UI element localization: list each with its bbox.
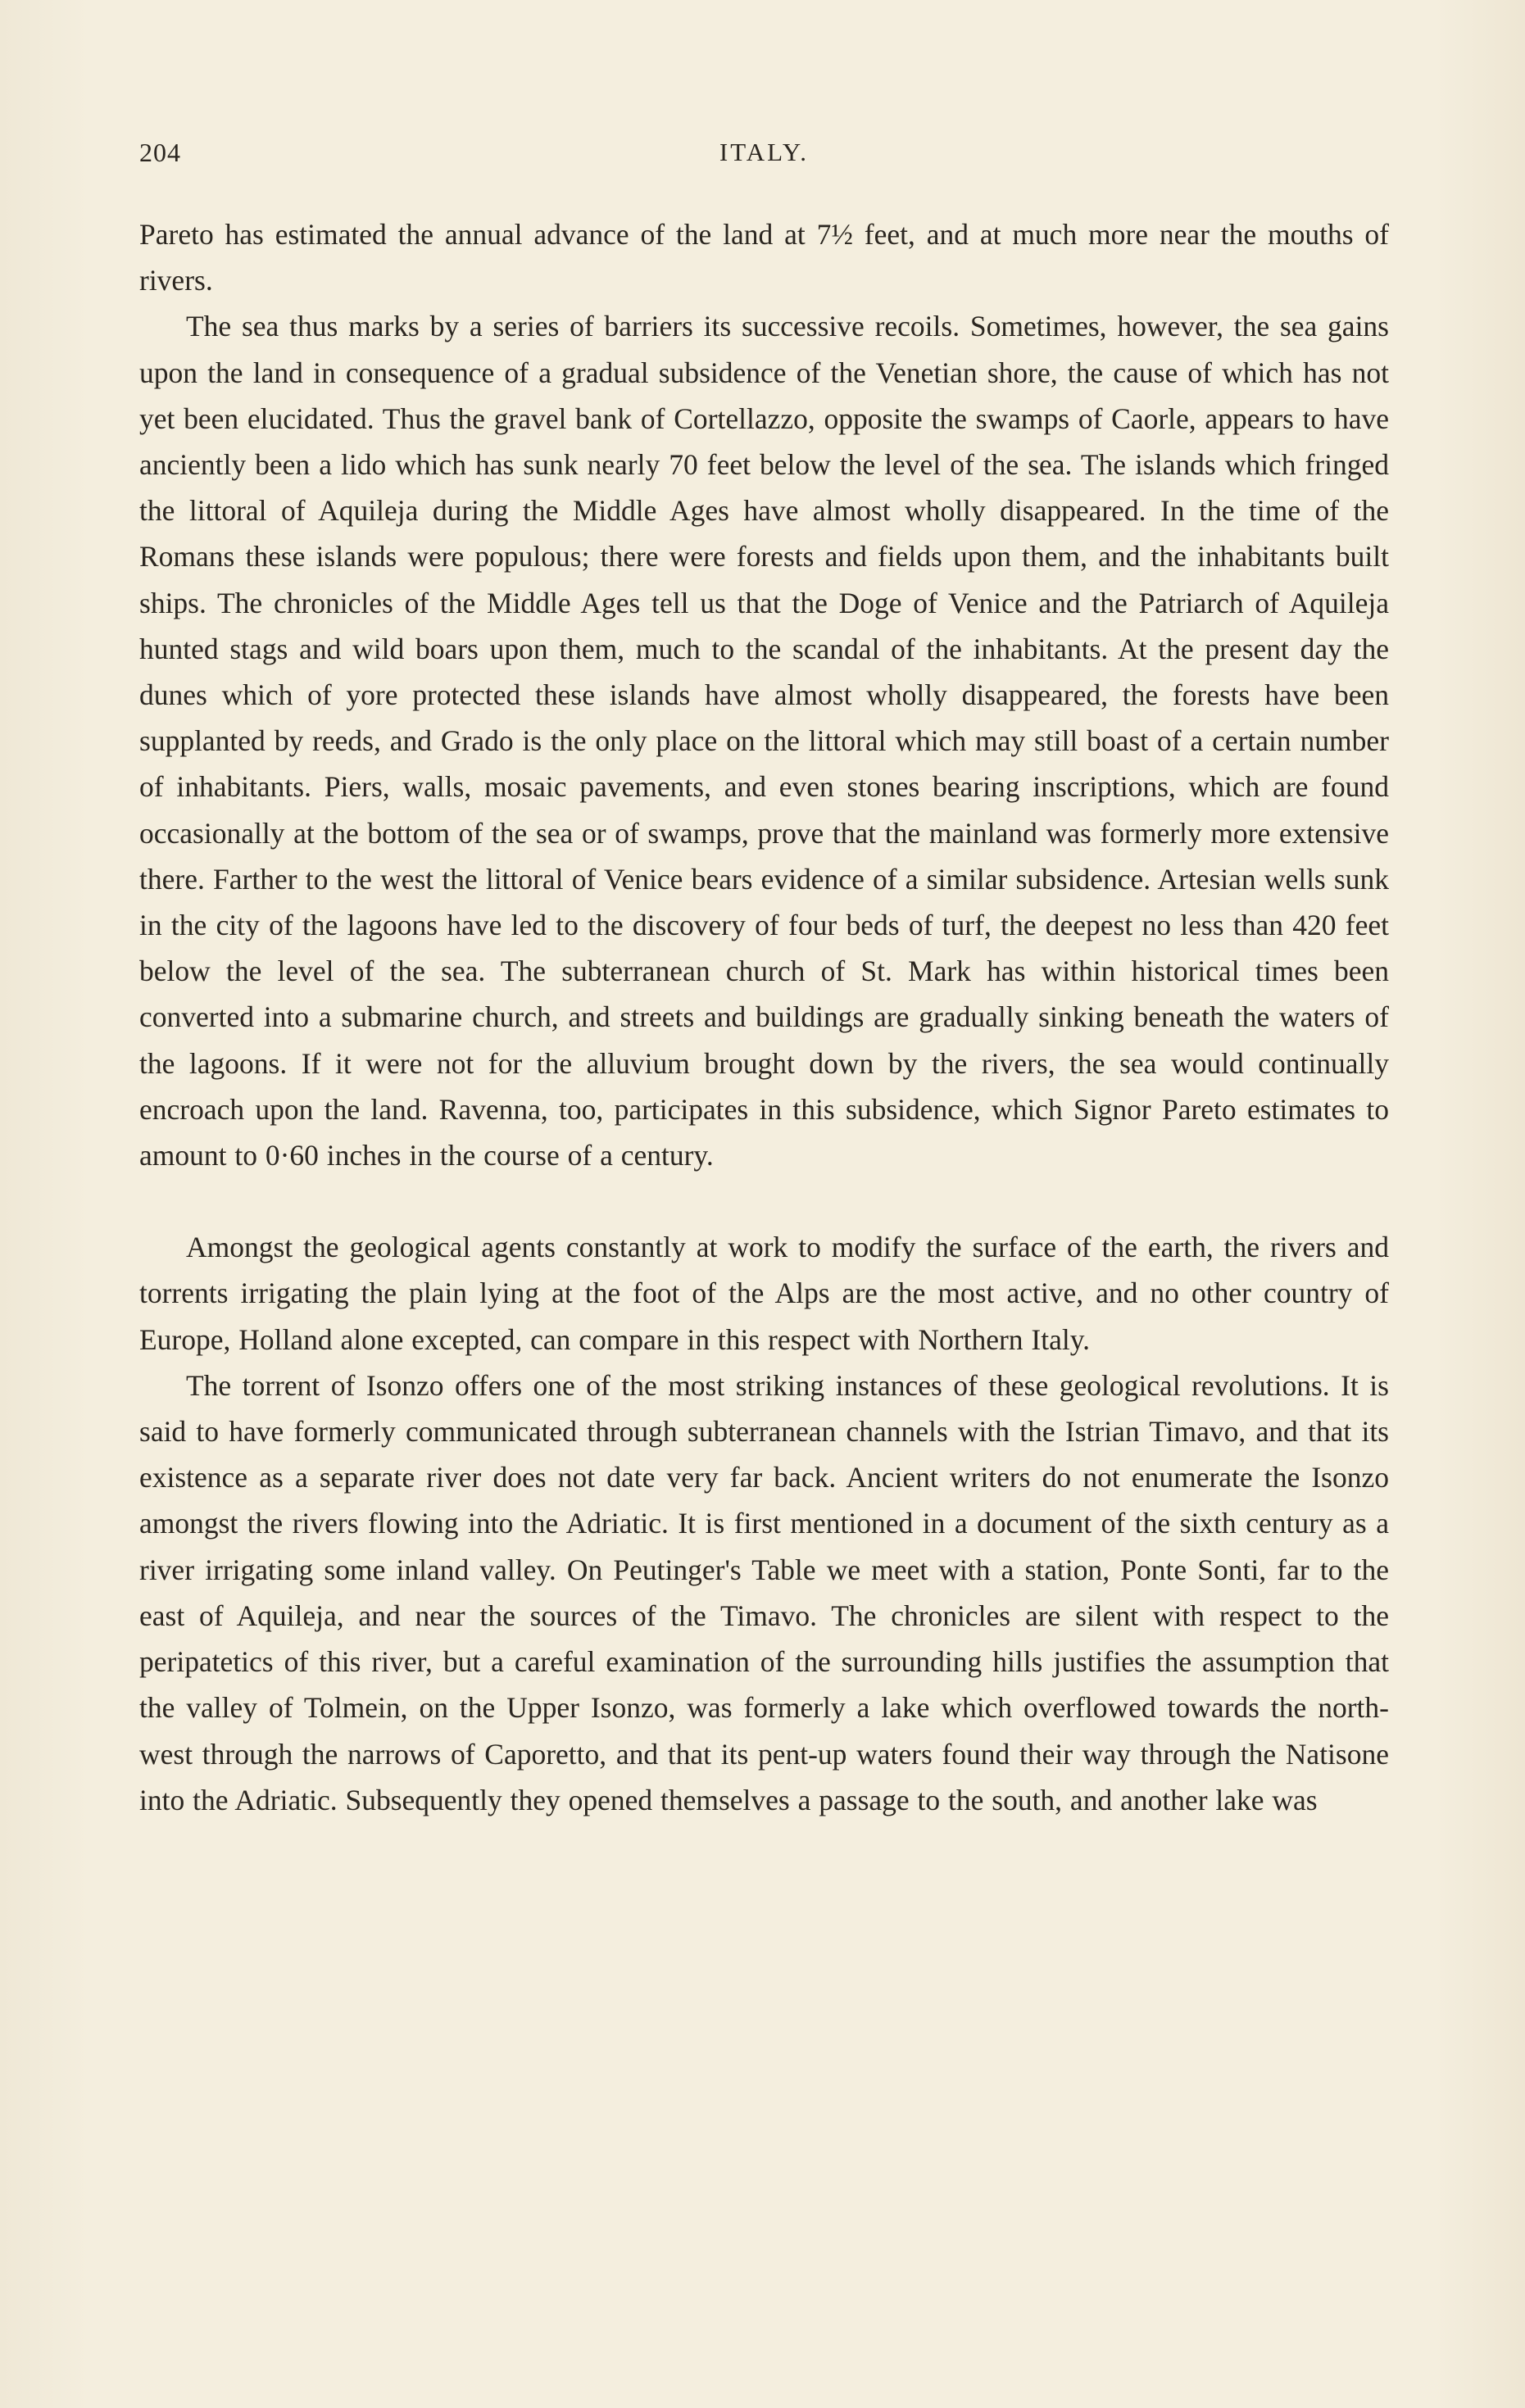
body-text <box>139 211 1389 1823</box>
paragraph-continuation: Pareto has estimated the annual advance of the land at 7½ feet, and at much more near the mouths of rivers. <box>139 218 1389 297</box>
page-header <box>139 138 1389 179</box>
paragraph-geological-agents: Amongst the geological agents constantly at work to modify the surface of the earth, the rivers and torrents irrigating the plain lying at the foot of the Alps are the most active, and no other country of Europe, Holland alone excepted, can compare in this respect with Northern Italy. <box>139 1231 1389 1356</box>
paragraph-isonzo: The torrent of Isonzo offers one of the most striking instances of these geological revolutions. It is said to have formerly communicated through subterranean channels with the Istrian Timavo, and that its existence as a separate river does not date very far back. Ancient writers do not enumerate the Isonzo amongst the rivers flowing into the Adriatic. It is first mentioned in a document of the sixth century as a river irrigating some inland valley. On Peutinger's Table we meet with a station, Ponte Sonti, far to the east of Aquileja, and near the sources of the Timavo. The chronicles are silent with respect to the peripatetics of this river, but a careful examination of the surrounding hills justifies the assumption that the valley of Tolmein, on the Upper Isonzo, was formerly a lake which overflowed towards the north-west through the narrows of Caporetto, and that its pent-up waters found their way through the Natisone into the Adriatic. Subsequently they opened themselves a passage to the south, and another lake was <box>139 1368 1389 1816</box>
paragraph-subsidence: The sea thus marks by a series of barriers its successive recoils. Sometimes, however, the sea gains upon the land in consequence of a gradual subsidence of the Venetian shore, the cause of which has not yet been elucidated. Thus the gravel bank of Cortellazzo, opposite the swamps of Caorle, appears to have anciently been a lido which has sunk nearly 70 feet below the level of the sea. The islands which fringed the littoral of Aquileja during the Middle Ages have almost wholly disappeared. In the time of the Romans these islands were populous; there were forests and fields upon them, and the inhabitants built ships. The chronicles of the Middle Ages tell us that the Doge of Venice and the Patriarch of Aquileja hunted stags and wild boars upon them, much to the scandal of the inhabitants. At the present day the dunes which of yore protected these islands have almost wholly disappeared, the forests have been supplanted by reeds, and Grado is the only place on the littoral which may still boast of a certain number of inhabitants. Piers, walls, mosaic pavements, and even stones bearing inscriptions, which are found occasionally at the bottom of the sea or of swamps, prove that the mainland was formerly more extensive there. Farther to the west the littoral of Venice bears evidence of a similar subsidence. Artesian wells sunk in the city of the lagoons have led to the discovery of four beds of turf, the deepest no less than 420 feet below the level of the sea. The subterranean church of St. Mark has within historical times been converted into a submarine church, and streets and buildings are gradually sinking beneath the waters of the lagoons. If it were not for the alluvium brought down by the rivers, the sea would continually encroach upon the land. Ravenna, too, participates in this subsidence, which Signor Pareto estimates to amount to 0·60 inches in the course of a century. <box>139 310 1389 1172</box>
running-title: ITALY. <box>719 138 810 166</box>
page-number: 204 <box>139 138 181 167</box>
